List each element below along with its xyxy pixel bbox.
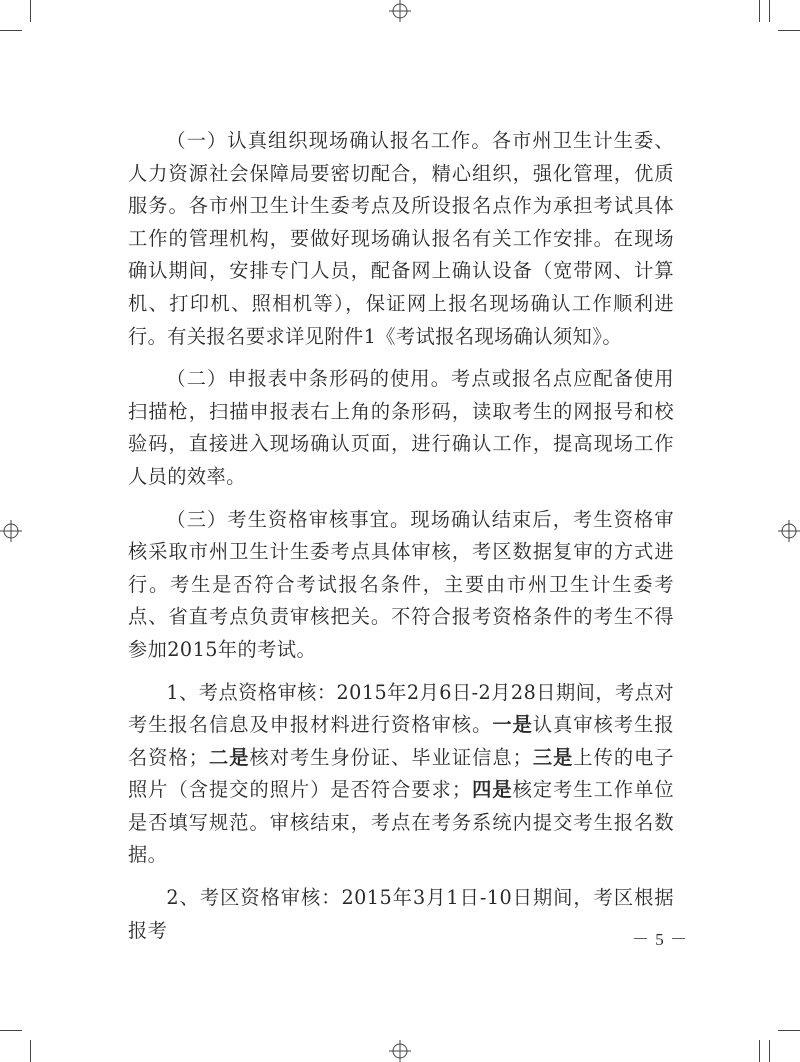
paragraph-item-1 bbox=[128, 677, 674, 873]
paragraph-section-3 bbox=[128, 504, 674, 667]
paragraph-text: 认真审核考生报名资格； bbox=[128, 713, 674, 769]
paragraph-section-2 bbox=[128, 363, 674, 493]
registration-mark-right bbox=[778, 520, 800, 542]
emphasis-text: 一是 bbox=[492, 713, 533, 737]
emphasis-text: 二是 bbox=[208, 745, 250, 769]
paragraph-item-2 bbox=[128, 882, 674, 947]
page-number: － 5 － bbox=[632, 930, 688, 949]
paragraph-section-1 bbox=[128, 125, 674, 353]
paragraph-text: （三）考生资格审核事宜。现场确认结束后，考生资格审核采取市州卫生计生委考点具体审核，考区数据复审的方式进行。考生是否符合考试报名条件，主要由市州卫生计生委考点、省直考点负责审核把关。不符合报考资格条件的考生不得参加2015年的考试。 bbox=[128, 507, 674, 661]
emphasis-text: 四是 bbox=[471, 778, 513, 802]
paragraph-text: 上传的电子照片（含提交的照片）是否符合要求； bbox=[128, 745, 674, 802]
registration-mark-bottom bbox=[389, 1040, 411, 1062]
paragraph-text: 核定考生工作单位是否填写规范。审核结束，考点在考务系统内提交考生报名数据。 bbox=[128, 778, 675, 867]
paragraph-text: （一）认真组织现场确认报名工作。各市州卫生计生委、人力资源社会保障局要密切配合，精心组织，强化管理，优质服务。各市州卫生计生委考点及所设报名点作为承担考试具体工作的管理机构，要做好现场确认报名有关工作安排。在现场确认期间，安排专门人员，配备网上确认设备（宽带网、计算机、打印机、照相机等），保证网上报名现场确认工作顺利进行。有关报名要求详见附件1《考试报名现场确认须知》。 bbox=[128, 129, 674, 348]
paragraph-text: 2、考区资格审核：2015年3月1日-10日期间，考区根据报考 bbox=[128, 886, 674, 942]
registration-mark-left bbox=[0, 520, 22, 542]
paragraph-text: （二）申报表中条形码的使用。考点或报名点应配备使用扫描枪，扫描申报表右上角的条形码，读取考生的网报号和校验码，直接进入现场确认页面，进行确认工作，提高现场工作人员的效率。 bbox=[128, 367, 674, 488]
emphasis-text: 三是 bbox=[532, 745, 574, 769]
document-body bbox=[128, 125, 674, 947]
registration-mark-top bbox=[389, 0, 411, 22]
paragraph-text: 核对考生身份证、毕业证信息； bbox=[249, 745, 533, 769]
paragraph-text: 1、考点资格审核：2015年2月6日-2月28日期间，考点对考生报名信息及申报材料进行资格审核。 bbox=[128, 680, 674, 737]
